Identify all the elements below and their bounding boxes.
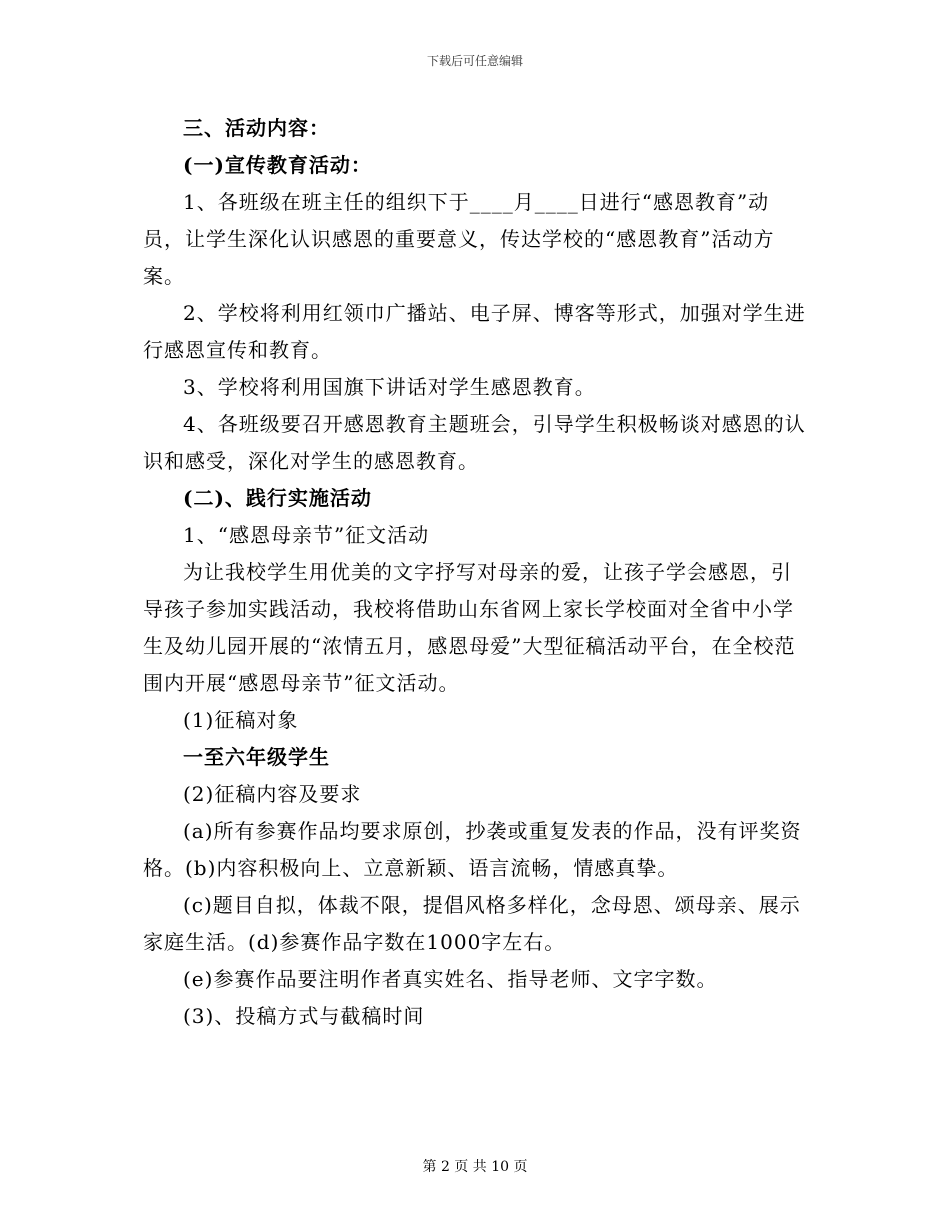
paragraph: (e)参赛作品要注明作者真实姓名、指导老师、文字字数。 (183, 967, 718, 991)
paragraph: (1)征稿对象 (183, 708, 299, 732)
page-number-footer: 第 2 页 共 10 页 (422, 1159, 528, 1175)
paragraph: (2)征稿内容及要求 (183, 782, 362, 806)
paragraph: 1、“感恩母亲节”征文活动 (183, 523, 430, 547)
paragraph: (c)题目自拟，体裁不限，提倡风格多样化，念母恩、颂母亲、展示家庭生活。(d)参赛作品字数在1000字左右。 (143, 893, 801, 954)
paragraph: 2、学校将利用红领巾广播站、电子屏、博客等形式，加强对学生进行感恩宣传和教育。 (143, 301, 806, 362)
paragraph: 1、各班级在班主任的组织下于____月____日进行“感恩教育”动员，让学生深化认识感恩的重要意义，传达学校的“感恩教育”活动方案。 (143, 190, 775, 288)
paragraph: 三、活动内容： (183, 116, 330, 140)
header-note: 下载后可任意编辑 (426, 54, 523, 68)
paragraph: 一至六年级学生 (183, 745, 330, 769)
paragraph: (一)宣传教育活动： (183, 153, 372, 177)
paragraph: (3)、投稿方式与截稿时间 (183, 1004, 425, 1028)
paragraph: 3、学校将利用国旗下讲话对学生感恩教育。 (183, 375, 596, 399)
paragraph: 4、各班级要召开感恩教育主题班会，引导学生积极畅谈对感恩的认识和感受，深化对学生的感恩教育。 (143, 412, 806, 473)
paragraph: (二)、践行实施活动 (183, 486, 372, 510)
document-body (143, 110, 808, 1035)
paragraph: 为让我校学生用优美的文字抒写对母亲的爱，让孩子学会感恩，引导孩子参加实践活动，我校将借助山东省网上家长学校面对全省中小学生及幼儿园开展的“浓情五月，感恩母爱”大型征稿活动平台，在全校范围内开展“感恩母亲节”征文活动。 (143, 560, 796, 695)
paragraph: (a)所有参赛作品均要求原创，抄袭或重复发表的作品，没有评奖资格。(b)内容积极向上、立意新颖、语言流畅，情感真挚。 (143, 819, 802, 880)
